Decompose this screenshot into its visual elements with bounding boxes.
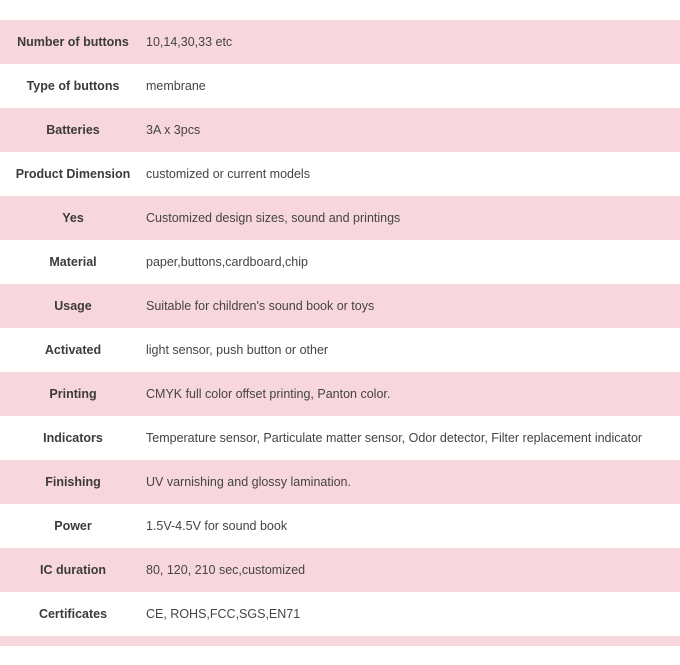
row-label: Finishing [0,460,146,504]
specification-table-body [0,20,680,636]
row-value: light sensor, push button or other [146,328,680,372]
table-row [0,108,680,152]
row-label: Printing [0,372,146,416]
row-value: customized or current models [146,152,680,196]
row-label: Indicators [0,416,146,460]
table-bottom-accent-strip [0,636,680,646]
table-row [0,504,680,548]
row-label: Product Dimension [0,152,146,196]
row-value: Temperature sensor, Particulate matter sensor, Odor detector, Filter replacement indicator [146,416,680,460]
row-value: Suitable for children's sound book or toys [146,284,680,328]
table-row [0,196,680,240]
row-label: Number of buttons [0,20,146,64]
row-label: Batteries [0,108,146,152]
table-row [0,592,680,636]
table-row [0,240,680,284]
row-value: 1.5V-4.5V for sound book [146,504,680,548]
row-value: paper,buttons,cardboard,chip [146,240,680,284]
top-spacer [0,0,680,20]
row-value: UV varnishing and glossy lamination. [146,460,680,504]
table-row [0,64,680,108]
table-row [0,284,680,328]
row-value: Customized design sizes, sound and printings [146,196,680,240]
row-label: Yes [0,196,146,240]
row-label: Material [0,240,146,284]
row-label: Usage [0,284,146,328]
row-label: Power [0,504,146,548]
specification-table [0,20,680,636]
table-row [0,460,680,504]
row-label: Certificates [0,592,146,636]
row-value: membrane [146,64,680,108]
row-value: CE, ROHS,FCC,SGS,EN71 [146,592,680,636]
table-row [0,548,680,592]
row-value: 3A x 3pcs [146,108,680,152]
row-label: Type of buttons [0,64,146,108]
row-label: Activated [0,328,146,372]
row-value: 80, 120, 210 sec,customized [146,548,680,592]
row-value: 10,14,30,33 etc [146,20,680,64]
table-row [0,328,680,372]
table-row [0,20,680,64]
row-value: CMYK full color offset printing, Panton color. [146,372,680,416]
table-row [0,416,680,460]
row-label: IC duration [0,548,146,592]
table-row [0,152,680,196]
table-row [0,372,680,416]
